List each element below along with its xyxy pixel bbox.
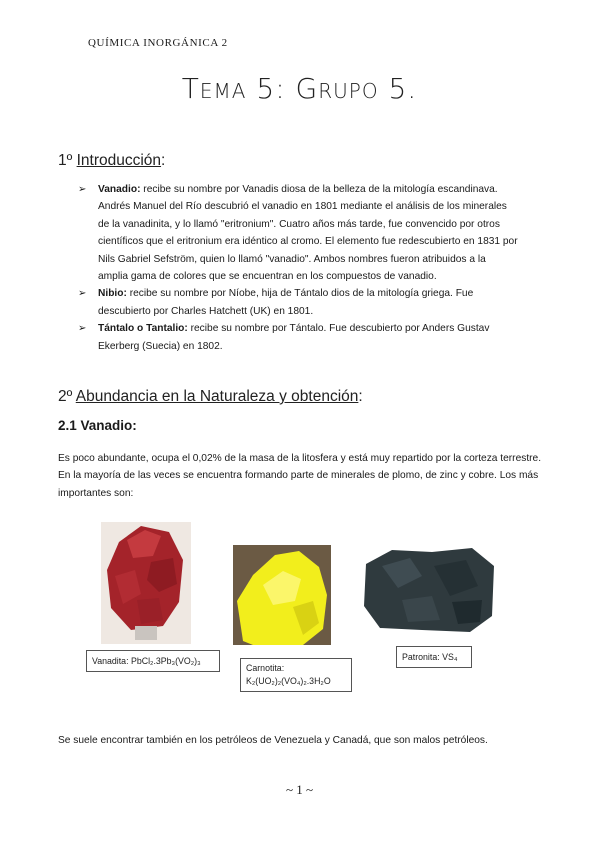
section-heading-intro <box>58 152 165 170</box>
caption-patronita: Patronita: VS₄ <box>396 646 472 668</box>
caption-carnotita <box>240 658 352 692</box>
section-number: 2º <box>58 388 76 405</box>
arrow-bullet-icon: ➢ <box>78 184 87 195</box>
carnotite-image <box>233 545 331 645</box>
bullet-item-vanadio <box>78 181 518 285</box>
page-number: ~ 1 ~ <box>285 782 314 797</box>
subsection-heading: 2.1 Vanadio: <box>58 418 137 433</box>
caption-vanadita: Vanadita: PbCl₂.3Pb₃(VO₂)₃ <box>86 650 220 672</box>
vanadinite-image <box>101 522 191 644</box>
page-title: Tema 5: Grupo 5. <box>181 72 418 105</box>
header-label: QUÍMICA INORGÁNICA 2 <box>88 37 228 49</box>
bullet-text: recibe su nombre por Níobe, hija de Tántalo dios de la mitología griega. Fue descubierto por Charles Hatchett (UK) en 1801. <box>98 288 474 317</box>
patronite-image <box>362 546 497 634</box>
bullet-item-nibio <box>78 285 518 320</box>
arrow-bullet-icon: ➢ <box>78 288 87 300</box>
element-bullet-list <box>78 181 518 355</box>
bullet-text: recibe su nombre por Vanadis diosa de la belleza de la mitología escandinava. Andrés Manuel del Río descubrió el vanadio en 1801 mediante el análisis de los minerales de la vanadinita, y lo llamó "eritronium". Cuatro años más tarde, fue convencido por otros científicos que el eritronium era idéntico al cromo. El elemento fue redescubierto en 1831 por Nils Gabriel Sefström, quien lo llamó "vanadio". Ambos nombres fueron atribuidos a la amplia gama de colores que se encuentran en los compuestos de vanadio. <box>98 184 518 283</box>
paragraph-petroleum: Se suele encontrar también en los petróleos de Venezuela y Canadá, que son malos petróleos. <box>58 735 488 746</box>
section-colon: : <box>358 388 363 405</box>
caption-line: Carnotita: <box>246 663 285 673</box>
paragraph-abundance: Es poco abundante, ocupa el 0,02% de la masa de la litosfera y está muy repartido por la corteza terrestre. En la mayoría de las veces se encuentra formando parte de minerales de plomo, de zinc y cobre. Los más importantes son: <box>58 453 542 499</box>
arrow-bullet-icon: ➢ <box>78 323 87 335</box>
caption-line: K₂(UO₂)₂(VO₄)₂.3H₂O <box>246 676 331 686</box>
bullet-term: Vanadio: <box>98 184 141 195</box>
bullet-item-tantalo <box>78 320 518 355</box>
section-colon: : <box>161 152 166 169</box>
section-number: 1º <box>58 152 77 169</box>
section-title: Abundancia en la Naturaleza y obtención <box>75 388 359 405</box>
section-heading-abundancia <box>58 388 363 406</box>
bullet-term: Tántalo o Tantalio: <box>98 323 188 335</box>
section-title: Introducción <box>76 152 162 169</box>
bullet-text: recibe su nombre por Tántalo. Fue descubierto por Anders Gustav Ekerberg (Suecia) en 1802. <box>98 323 490 352</box>
bullet-term: Nibio: <box>98 288 127 300</box>
